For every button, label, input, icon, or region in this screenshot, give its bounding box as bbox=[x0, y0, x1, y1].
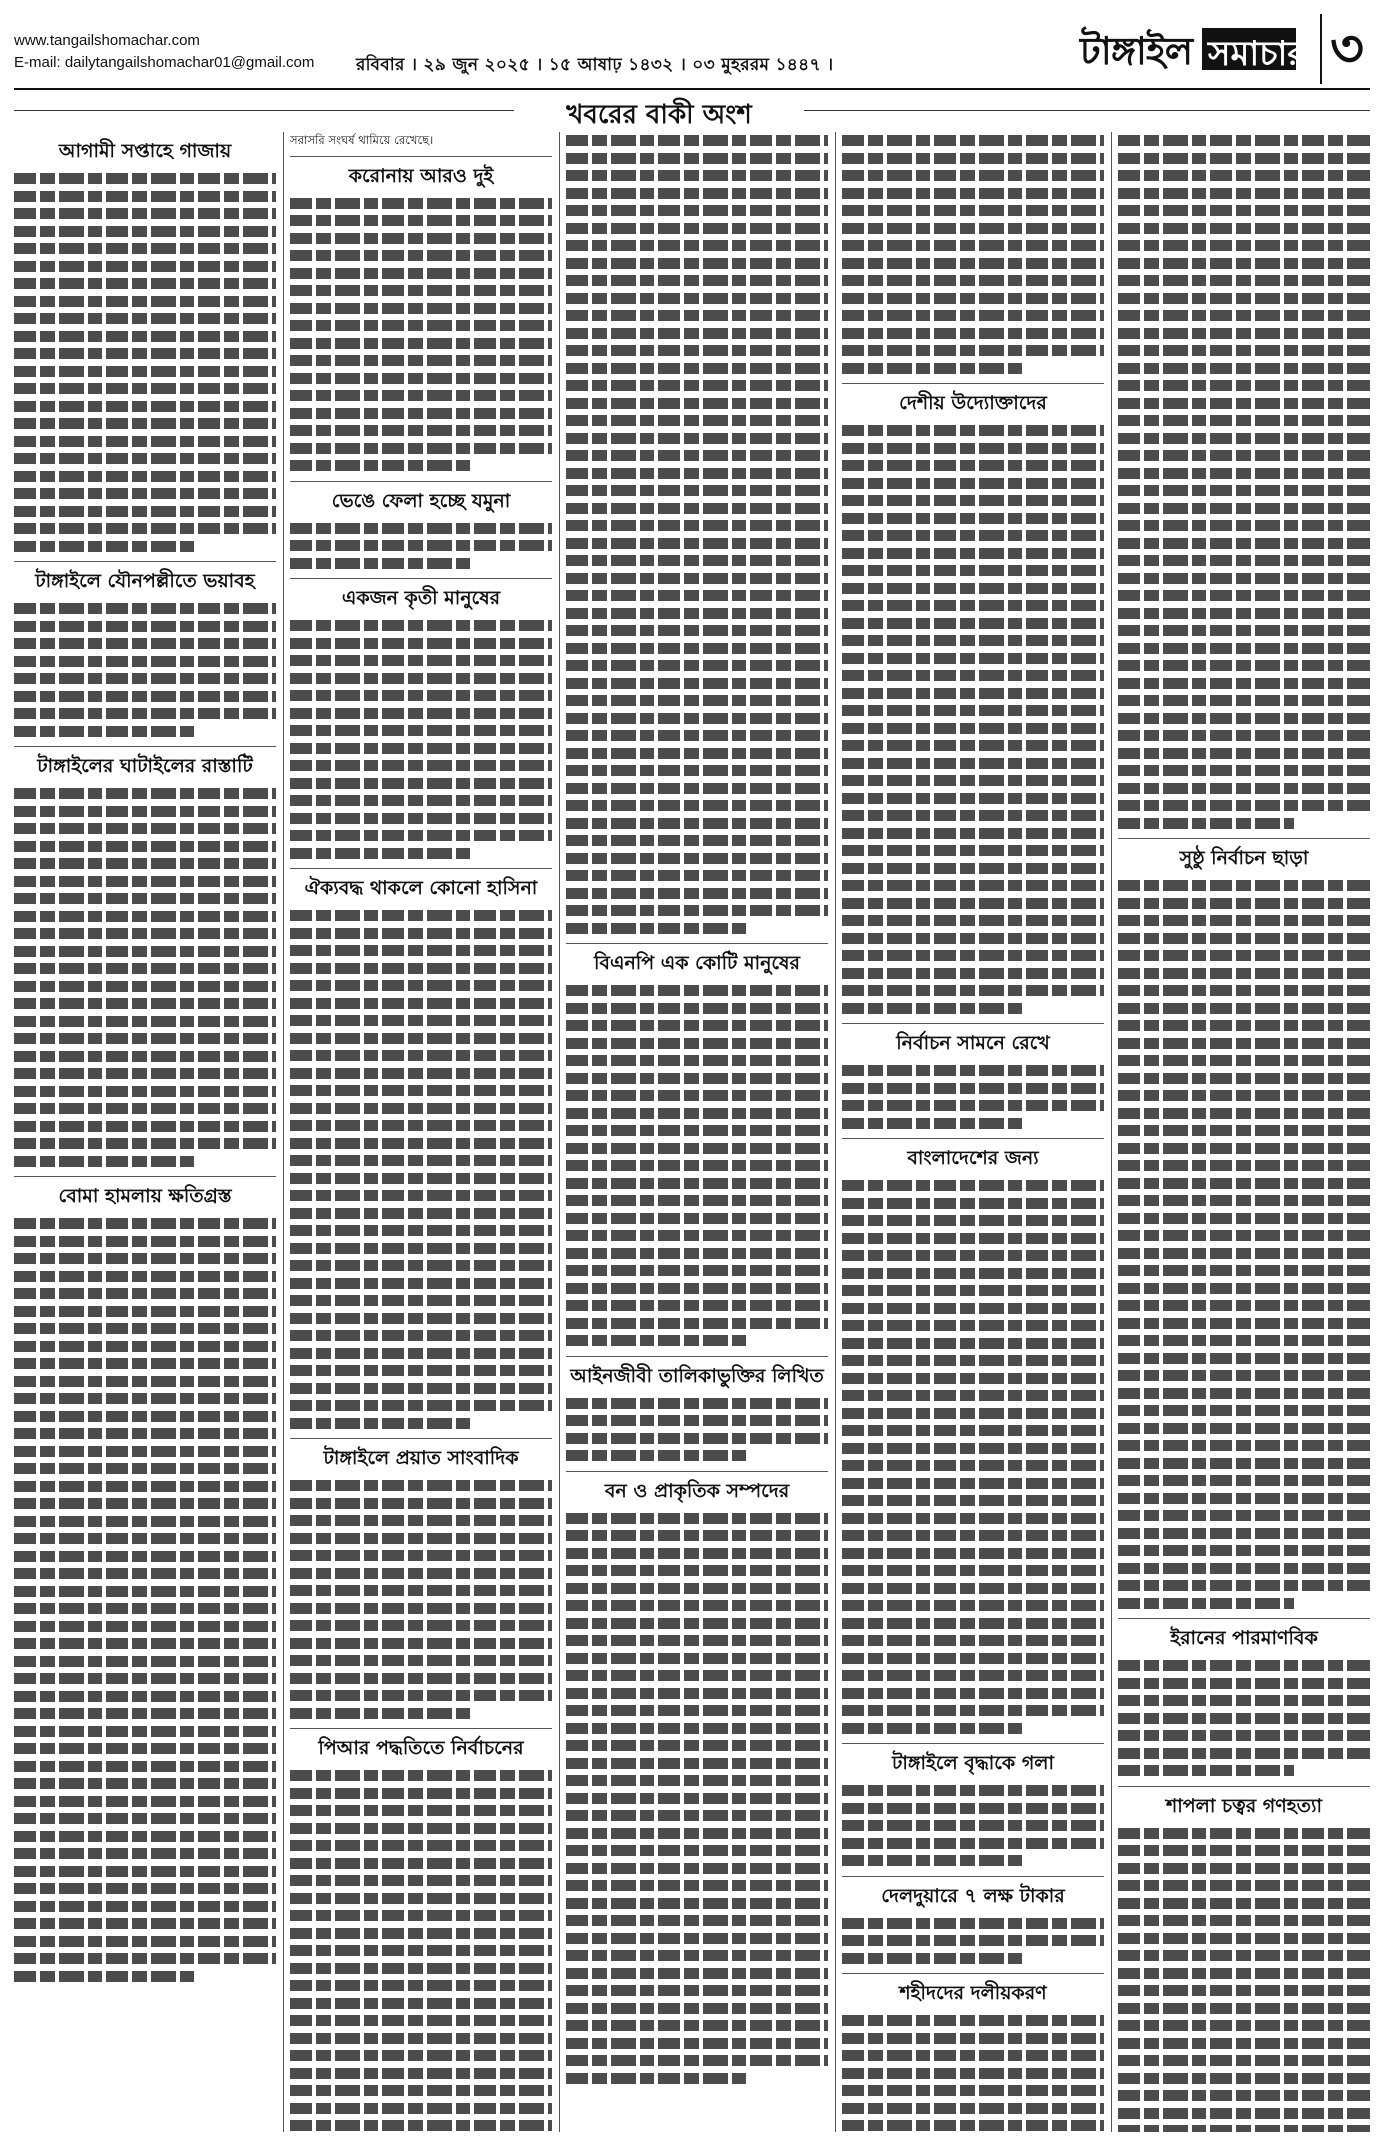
article-body-text bbox=[1118, 877, 1370, 1612]
article-headline[interactable]: সুষ্ঠু নির্বাচন ছাড়া bbox=[1179, 847, 1309, 869]
article-headline[interactable]: ভেঙে ফেলা হচ্ছে যমুনা bbox=[331, 489, 511, 512]
article-headline[interactable]: টাঙ্গাইলে বৃদ্ধাকে গলা bbox=[892, 1752, 1054, 1774]
article-headline[interactable]: দেশীয় উদ্যোক্তাদের bbox=[899, 392, 1047, 414]
article-headline[interactable]: শাপলা চত্বর গণহত্যা bbox=[1166, 1794, 1322, 1817]
masthead-right-block bbox=[1202, 28, 1307, 74]
column-4 bbox=[842, 132, 1104, 2132]
contact-info bbox=[14, 30, 314, 74]
article bbox=[842, 132, 1104, 377]
article bbox=[290, 578, 552, 862]
article-divider bbox=[842, 1138, 1104, 1139]
article-divider bbox=[1118, 1786, 1370, 1787]
article-divider bbox=[842, 1876, 1104, 1877]
article bbox=[842, 383, 1104, 1017]
article-divider bbox=[842, 1023, 1104, 1024]
page-number: ৩ bbox=[1320, 14, 1372, 84]
article-headline[interactable]: আইনজীবী তালিকাভুক্তির লিখিত bbox=[570, 1364, 824, 1387]
article-body-text bbox=[566, 132, 828, 937]
article bbox=[14, 138, 276, 555]
article-body-text bbox=[842, 1782, 1104, 1870]
article-divider bbox=[566, 1471, 828, 1472]
masthead-logo bbox=[1080, 20, 1307, 82]
column-divider bbox=[835, 132, 836, 2132]
article bbox=[290, 481, 552, 573]
article-body-text bbox=[290, 907, 552, 1432]
article-body-text bbox=[14, 600, 276, 740]
article-body-text bbox=[842, 422, 1104, 1017]
masthead-left: টাঙ্গাইল bbox=[1080, 28, 1193, 73]
article-divider bbox=[290, 868, 552, 869]
masthead-right: সমাচার bbox=[1208, 34, 1307, 74]
article bbox=[290, 1728, 552, 2132]
article-headline[interactable]: বাংলাদেশের জন্য bbox=[907, 1147, 1039, 1169]
article-divider bbox=[842, 1973, 1104, 1974]
article-body-text bbox=[14, 1215, 276, 1985]
article bbox=[1118, 1618, 1370, 1780]
article-divider bbox=[1118, 838, 1370, 839]
article-divider bbox=[290, 578, 552, 579]
header-rule bbox=[14, 88, 1370, 90]
column-divider bbox=[1111, 132, 1112, 2132]
article-divider bbox=[290, 1728, 552, 1729]
column-3 bbox=[566, 132, 828, 2132]
article-headline[interactable]: টাঙ্গাইলে প্রয়াত সাংবাদিক bbox=[323, 1447, 519, 1469]
column-5 bbox=[1118, 132, 1370, 2132]
article-divider bbox=[566, 1356, 828, 1357]
article-divider bbox=[290, 481, 552, 482]
article-body-text bbox=[842, 1062, 1104, 1132]
article-body-text bbox=[566, 982, 828, 1350]
article-divider bbox=[290, 1438, 552, 1439]
article bbox=[290, 1438, 552, 1722]
article-body-text bbox=[14, 785, 276, 1170]
article bbox=[1118, 1786, 1370, 2133]
column-divider bbox=[283, 132, 284, 2132]
column-1 bbox=[14, 132, 276, 2132]
article bbox=[566, 1471, 828, 2088]
article-body-text bbox=[290, 1477, 552, 1722]
article-body-text bbox=[842, 132, 1104, 377]
article-divider bbox=[290, 156, 552, 157]
article-divider bbox=[842, 1743, 1104, 1744]
article-headline[interactable]: দেলদুয়ারে ৭ লক্ষ টাকার bbox=[881, 1884, 1065, 1907]
article-body-text bbox=[290, 195, 552, 475]
article bbox=[842, 1876, 1104, 1968]
article-headline[interactable]: বন ও প্রাকৃতিক সম্পদের bbox=[604, 1479, 790, 1502]
article bbox=[566, 943, 828, 1350]
article bbox=[290, 868, 552, 1432]
article-divider bbox=[14, 1176, 276, 1177]
article-divider bbox=[566, 943, 828, 944]
article-body-text bbox=[566, 1510, 828, 2088]
section-title: খবরের বাকী অংশ bbox=[514, 94, 804, 138]
article-headline[interactable]: ইরানের পারমাণবিক bbox=[1170, 1627, 1318, 1649]
article-headline[interactable]: করোনায় আরও দুই bbox=[348, 164, 494, 187]
column-2 bbox=[290, 132, 552, 2132]
article-headline[interactable]: নির্বাচন সামনে রেখে bbox=[896, 1032, 1050, 1054]
article-divider bbox=[842, 383, 1104, 384]
article-body-text bbox=[290, 617, 552, 862]
article-body-text bbox=[842, 1915, 1104, 1968]
article-divider bbox=[14, 746, 276, 747]
article-headline[interactable]: বোমা হামলায় ক্ষতিগ্রস্ত bbox=[58, 1185, 232, 1207]
article-body-text bbox=[842, 1177, 1104, 1737]
article-body-text bbox=[14, 170, 276, 555]
article-body-text bbox=[290, 1767, 552, 2132]
article-divider bbox=[1118, 1618, 1370, 1619]
article bbox=[1118, 838, 1370, 1612]
article-body-text bbox=[290, 520, 552, 573]
article bbox=[14, 561, 276, 740]
article bbox=[290, 156, 552, 475]
article bbox=[842, 1023, 1104, 1132]
article-headline[interactable]: টাঙ্গাইলে যৌনপল্লীতে ভয়াবহ bbox=[35, 570, 255, 592]
article-headline[interactable]: ঐক্যবদ্ধ থাকলে কোনো হাসিনা bbox=[304, 877, 538, 899]
article bbox=[566, 132, 828, 937]
page-header bbox=[0, 0, 1384, 88]
article-headline[interactable]: টাঙ্গাইলের ঘাটাইলের রাস্তাটি bbox=[37, 755, 253, 777]
article bbox=[14, 746, 276, 1170]
website-link[interactable]: www.tangailshomachar.com bbox=[14, 32, 200, 49]
dateline: রবিবার । ২৯ জুন ২০২৫ । ১৫ আষাঢ় ১৪৩২ । ০৩ মুহররম ১৪৪৭ । bbox=[356, 55, 834, 75]
column-divider bbox=[559, 132, 560, 2132]
article-body-text bbox=[1118, 132, 1370, 832]
article-headline[interactable]: শহীদদের দলীয়করণ bbox=[899, 1982, 1047, 2004]
article-body-text bbox=[1118, 1825, 1370, 2133]
section-banner bbox=[14, 96, 1370, 130]
article-body-text bbox=[842, 2012, 1104, 2132]
article bbox=[14, 1176, 276, 1985]
article-body-text bbox=[1118, 1657, 1370, 1780]
email-link[interactable]: E-mail: dailytangailshomachar01@gmail.com bbox=[14, 54, 315, 71]
article-headline[interactable]: বিএনপি এক কোটি মানুষের bbox=[594, 952, 800, 974]
article-body-text bbox=[566, 1395, 828, 1465]
article bbox=[842, 1138, 1104, 1737]
article-headline[interactable]: একজন কৃতী মানুষের bbox=[341, 587, 501, 609]
article bbox=[1118, 132, 1370, 832]
article bbox=[842, 1973, 1104, 2132]
article bbox=[842, 1743, 1104, 1870]
article-headline[interactable]: পিআর পদ্ধতিতে নির্বাচনের bbox=[318, 1737, 524, 1759]
article-divider bbox=[14, 561, 276, 562]
article bbox=[566, 1356, 828, 1465]
article-headline[interactable]: আগামী সপ্তাহে গাজায় bbox=[58, 140, 232, 162]
article-lead-text: সরাসরি সংঘর্ষ থামিয়ে রেখেছে। bbox=[290, 133, 434, 147]
